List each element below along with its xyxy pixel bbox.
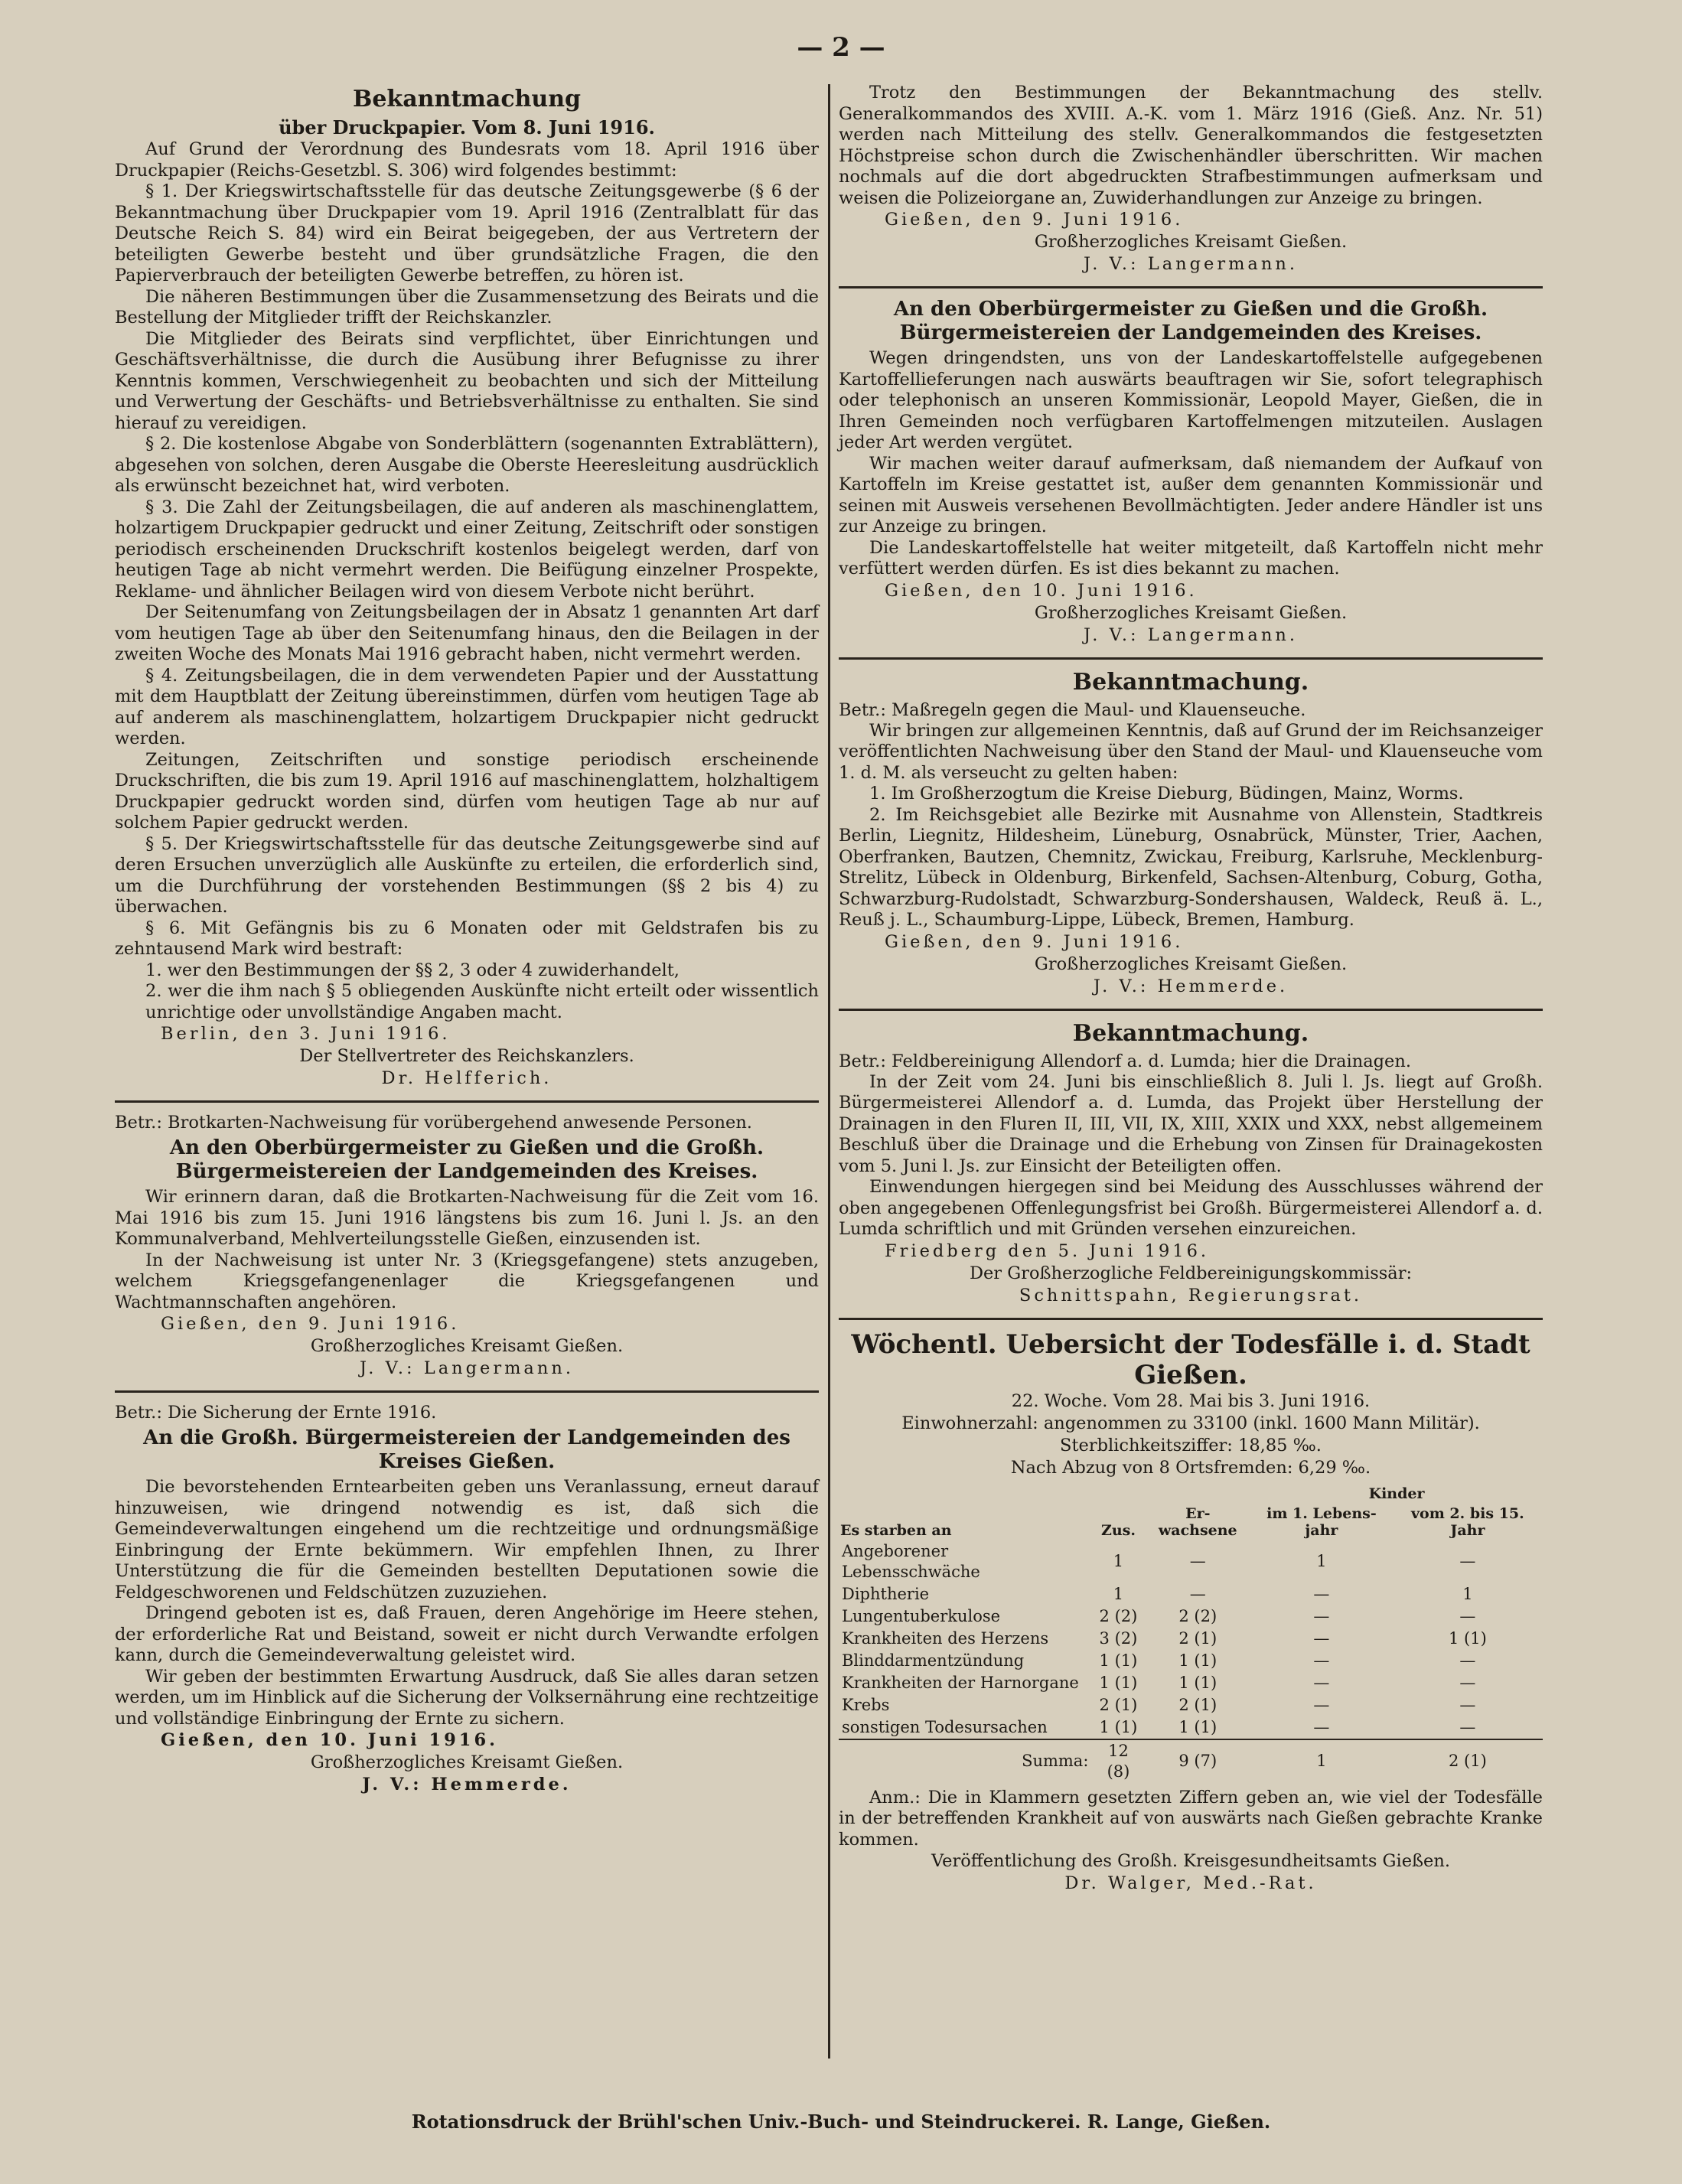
child2-cell: — bbox=[1459, 1673, 1476, 1692]
paragraph: § 4. Zeitungsbeilagen, die in dem verwendeten Papier und der Ausstattung mit dem Hauptblatt der Zeitung übereinstimmen, dürfen vom heutigen Tage ab auf anderem als maschinenglattem, holzartigem Druckpapier nicht gedruckt werden. bbox=[115, 665, 819, 748]
paragraph: Die Mitglieder des Beirats sind verpflichtet, über Einrichtungen und Geschäftsverhältnisse, die durch die Ausübung ihrer Befugnisse zu ihrer Kenntnis kommen, Verschwiegenheit zu beobachten und sich der Mitteilung und Verwertung der Geschäfts- und Betriebsverhältnisse zu enthalten. Sie sind hierauf zu vereidigen. bbox=[115, 328, 819, 433]
sum-adults: 9 (7) bbox=[1146, 1739, 1251, 1783]
mortality-table bbox=[839, 1484, 1543, 1783]
paragraph: Zeitungen, Zeitschriften und sonstige periodisch erscheinende Druckschriften, die bis zum 19. April 1916 auf maschinenglattem, holzhaltigem Druckpapier gedruckt worden sind, dürfen vom heutigen Tage ab nur auf solchem Papier gedruckt werden. bbox=[115, 749, 819, 833]
report-note: Anm.: Die in Klammern gesetzten Ziffern geben an, wie viel der Todesfälle in der betreffenden Krankheit auf von auswärts nach Gießen gebrachte Kranke kommen. bbox=[839, 1787, 1543, 1850]
report-rate-adjusted: Nach Abzug von 8 Ortsfremden: 6,29 ‰. bbox=[1010, 1457, 1371, 1478]
table-sum-row bbox=[839, 1739, 1543, 1783]
col-header-adults: Er-wachsene bbox=[1158, 1504, 1237, 1539]
report-population: Einwohnerzahl: angenommen zu 33100 (inkl. 1600 Mann Militär). bbox=[901, 1413, 1480, 1433]
child1-cell: — bbox=[1313, 1628, 1330, 1648]
paragraph: Der Seitenumfang von Zeitungsbeilagen der in Absatz 1 genannten Art darf vom heutigen Tage ab über den Seitenumfang hinaus, den die Beilagen in der zweiten Woche des Monats Mai 1916 gebracht haben, nicht vermehrt werden. bbox=[115, 602, 819, 664]
sum-child2: 2 (1) bbox=[1393, 1739, 1543, 1783]
cause-cell: Krankheiten des Herzens bbox=[842, 1628, 1049, 1648]
place-date: Gießen, den 9. Juni 1916. bbox=[161, 1314, 460, 1334]
paragraph: § 2. Die kostenlose Abgabe von Sonderblättern (sogenannten Extrablättern), abgesehen von solchen, deren Ausgabe die Oberste Heeresleitung ausdrücklich als erwünscht bezeichnet hat, wird verboten. bbox=[115, 434, 819, 496]
notice-title: An den Oberbürgermeister zu Gießen und die Großh. Bürgermeistereien der Landgemeinden des Kreises. bbox=[893, 298, 1488, 344]
paragraph: Wir bringen zur allgemeinen Kenntnis, daß auf Grund der im Reichsanzeiger veröffentlichten Nachweisung über den Stand der Maul- und Klauenseuche vom 1. d. M. als verseucht zu gelten haben: bbox=[839, 720, 1543, 783]
signature-name: Dr. Helfferich. bbox=[381, 1068, 553, 1088]
place-date: Gießen, den 10. Juni 1916. bbox=[885, 580, 1198, 601]
table-row bbox=[839, 1716, 1543, 1739]
col-header-cause: Es starben an bbox=[840, 1521, 952, 1539]
notice-druckpapier bbox=[115, 86, 819, 1090]
signature-office: Großherzogliches Kreisamt Gießen. bbox=[310, 1752, 624, 1772]
signature-office: Der Großherzogliche Feldbereinigungskommissär: bbox=[969, 1263, 1413, 1283]
list-item: 1. wer den Bestimmungen der §§ 2, 3 oder 4 zuwiderhandelt, bbox=[145, 960, 680, 980]
left-column bbox=[115, 83, 819, 1796]
cause-cell: Lungentuberkulose bbox=[842, 1606, 1001, 1625]
betr-line: Betr.: Feldbereinigung Allendorf a. d. Lumda; hier die Drainagen. bbox=[839, 1051, 1411, 1071]
report-week: 22. Woche. Vom 28. Mai bis 3. Juni 1916. bbox=[1011, 1390, 1371, 1411]
paragraph: Wegen dringendsten, uns von der Landeskartoffelstelle aufgegebenen Kartoffellieferungen nach auswärts beauftragen wir Sie, sofort telegraphisch oder telephonisch an unseren Kommissionär, Leopold Mayer, Gießen, die in Ihren Gemeinden noch verfügbaren Kartoffelmengen mitzuteilen. Auslagen jeder Art werden vergütet. bbox=[839, 348, 1543, 452]
child1-cell: 1 bbox=[1316, 1552, 1327, 1570]
paragraph: § 3. Die Zahl der Zeitungsbeilagen, die auf anderen als maschinenglattem, holzartigem Druckpapier gedruckt und einer Zeitung, Zeitschrift oder sonstigen periodisch erscheinenden Druckschrift kostenlos beigelegt werden, darf von heutigen Tage ab nicht vermehrt werden. Die Beifügung einzelner Prospekte, Reklame- und ähnlicher Beilagen wird von diesem Verbote nicht berührt. bbox=[115, 497, 819, 601]
place-date: Gießen, den 9. Juni 1916. bbox=[885, 931, 1184, 952]
table-row bbox=[839, 1605, 1543, 1628]
adults-cell: 1 (1) bbox=[1178, 1673, 1217, 1692]
column-divider bbox=[828, 84, 830, 2059]
child1-cell: — bbox=[1313, 1584, 1330, 1603]
notice-title: Bekanntmachung bbox=[352, 86, 581, 112]
total-cell: 2 (1) bbox=[1099, 1695, 1138, 1714]
paragraph: Auf Grund der Verordnung des Bundesrats vom 18. April 1916 über Druckpapier (Reichs-Gesetzbl. S. 306) wird folgendes bestimmt: bbox=[115, 139, 819, 181]
rule bbox=[115, 1390, 819, 1393]
place-date: Berlin, den 3. Juni 1916. bbox=[161, 1024, 451, 1044]
paragraph: Einwendungen hiergegen sind bei Meidung des Ausschlusses während der oben angegebenen Offenlegungsfrist bei Großh. Bürgermeisterei Allendorf a. d. Lumda schriftlich und mit Gründen versehen einzureichen. bbox=[839, 1177, 1543, 1239]
rule bbox=[115, 1100, 819, 1103]
signature-name: J. V.: Hemmerde. bbox=[362, 1775, 572, 1794]
total-cell: 1 bbox=[1113, 1552, 1124, 1570]
notice-maulseuche bbox=[839, 669, 1543, 998]
table-row bbox=[839, 1650, 1543, 1672]
sum-child1: 1 bbox=[1250, 1739, 1393, 1783]
col-header-children: Kinder bbox=[1368, 1485, 1425, 1502]
place-date: Gießen, den 9. Juni 1916. bbox=[885, 210, 1184, 230]
notice-hoechstpreise bbox=[839, 83, 1543, 275]
cause-cell: Diphtherie bbox=[842, 1584, 930, 1603]
signature-office: Großherzogliches Kreisamt Gießen. bbox=[310, 1336, 624, 1356]
paragraph: Die Landeskartoffelstelle hat weiter mitgeteilt, daß Kartoffeln nicht mehr verfüttert werden dürfen. Es ist dies bekannt zu machen. bbox=[839, 537, 1543, 579]
adults-cell: 2 (1) bbox=[1178, 1695, 1217, 1714]
paragraph: § 1. Der Kriegswirtschaftsstelle für das deutsche Zeitungsgewerbe (§ 6 der Bekanntmachung über Druckpapier vom 19. April 1916 (Zentralblatt für das Deutsche Reich S. 84) wird ein Beirat beigegeben, der aus Vertretern der beteiligten Gewerbe besteht und über grundsätzliche Fragen, die den Papierverbrauch der beteiligten Gewerbe betreffen, zu hören ist. bbox=[115, 181, 819, 285]
notice-subtitle: über Druckpapier. Vom 8. Juni 1916. bbox=[279, 116, 655, 139]
child1-cell: — bbox=[1313, 1695, 1330, 1714]
signature-office: Großherzogliches Kreisamt Gießen. bbox=[1034, 602, 1348, 623]
sum-label: Summa: bbox=[839, 1739, 1091, 1783]
report-title: Wöchentl. Uebersicht der Todesfälle i. d. Stadt Gießen. bbox=[851, 1328, 1530, 1390]
notice-title: An die Großh. Bürgermeistereien der Landgemeinden des Kreises Gießen. bbox=[143, 1426, 790, 1473]
report-rate: Sterblichkeitsziffer: 18,85 ‰. bbox=[1060, 1435, 1322, 1455]
cause-cell: Angeborener Lebensschwäche bbox=[842, 1541, 980, 1581]
table-row bbox=[839, 1694, 1543, 1716]
cause-cell: Krebs bbox=[842, 1695, 890, 1714]
betr-line: Betr.: Die Sicherung der Ernte 1916. bbox=[115, 1403, 437, 1423]
notice-kartoffeln bbox=[839, 298, 1543, 647]
rule bbox=[839, 1009, 1543, 1011]
total-cell: 1 bbox=[1113, 1584, 1124, 1603]
child1-cell: — bbox=[1313, 1606, 1330, 1625]
paragraph: Die bevorstehenden Erntearbeiten geben uns Veranlassung, erneut darauf hinzuweisen, wie dringend notwendig es ist, daß sich die Gemeindeverwaltungen eingehend um die rechtzeitige und ordnungsmäßige Einbringung der Ernte bekümmern. Wir empfehlen Ihnen, zu Ihrer Unterstützung die für die Gemeinden bestellten Deputationen sowie die Feldgeschworenen und Feldschützen zuzuziehen. bbox=[115, 1477, 819, 1602]
notice-brotkarten bbox=[115, 1112, 819, 1380]
child2-cell: — bbox=[1459, 1695, 1476, 1714]
adults-cell: 1 (1) bbox=[1178, 1651, 1217, 1670]
signature-name: J. V.: Langermann. bbox=[360, 1358, 574, 1378]
cause-cell: Blinddarmentzündung bbox=[842, 1651, 1025, 1670]
child1-cell: — bbox=[1313, 1651, 1330, 1670]
rule bbox=[839, 286, 1543, 288]
child1-cell: — bbox=[1313, 1673, 1330, 1692]
rule bbox=[839, 657, 1543, 660]
table-row bbox=[839, 1583, 1543, 1605]
child2-cell: — bbox=[1459, 1651, 1476, 1670]
total-cell: 1 (1) bbox=[1099, 1673, 1138, 1692]
paragraph: Wir geben der bestimmten Erwartung Ausdruck, daß Sie alles daran setzen werden, um im Hinblick auf die Sicherung der Volksernährung eine rechtzeitige und vollständige Einbringung der Ernte zu sichern. bbox=[115, 1666, 819, 1729]
cause-cell: sonstigen Todesursachen bbox=[842, 1717, 1048, 1736]
table-row bbox=[839, 1672, 1543, 1694]
col-header-total: Zus. bbox=[1100, 1521, 1136, 1539]
child2-cell: 1 (1) bbox=[1448, 1628, 1487, 1648]
paragraph: Die näheren Bestimmungen über die Zusammensetzung des Beirats und die Bestellung der Mitglieder trifft der Reichskanzler. bbox=[115, 286, 819, 328]
child2-cell: — bbox=[1459, 1717, 1476, 1736]
notice-ernte bbox=[115, 1402, 819, 1796]
page-number: — 2 — bbox=[797, 32, 885, 63]
signature-office: Großherzogliches Kreisamt Gießen. bbox=[1034, 953, 1348, 974]
adults-cell: 2 (2) bbox=[1178, 1606, 1217, 1625]
paragraph: Wir machen weiter darauf aufmerksam, daß niemandem der Aufkauf von Kartoffeln im Kreise gestattet ist, außer dem genannten Kommissionär und seinen mit Ausweis versehenen Bevollmächtigten. Jeder andere Händler ist uns zur Anzeige zu bringen. bbox=[839, 453, 1543, 536]
betr-line: Betr.: Maßregeln gegen die Maul- und Klauenseuche. bbox=[839, 699, 1306, 720]
paragraph: Wir erinnern daran, daß die Brotkarten-Nachweisung für die Zeit vom 16. Mai 1916 bis zum 15. Juni 1916 längstens bis zum 16. Juni l. Js. an den Kommunalverband, Mehlverteilungsstelle Gießen, einzusenden ist. bbox=[115, 1187, 819, 1249]
place-date: Gießen, den 10. Juni 1916. bbox=[161, 1730, 498, 1750]
place-date: Friedberg den 5. Juni 1916. bbox=[885, 1240, 1210, 1261]
col-header-child2: vom 2. bis 15. Jahr bbox=[1411, 1504, 1524, 1539]
table-row bbox=[839, 1540, 1543, 1583]
signature-office: Der Stellvertreter des Reichskanzlers. bbox=[299, 1046, 634, 1066]
notice-title: An den Oberbürgermeister zu Gießen und die Großh. Bürgermeistereien der Landgemeinden des Kreises. bbox=[169, 1136, 764, 1183]
list-item: 2. wer die ihm nach § 5 obliegenden Auskünfte nicht erteilt oder wissentlich unrichtige oder unvollständige Angaben macht. bbox=[145, 981, 819, 1022]
adults-cell: 1 (1) bbox=[1178, 1717, 1217, 1736]
notice-feldbereinigung bbox=[839, 1020, 1543, 1307]
right-column bbox=[839, 83, 1543, 1895]
paragraph: In der Nachweisung ist unter Nr. 3 (Kriegsgefangene) stets anzugeben, welchem Kriegsgefangenenlager die Kriegsgefangenen und Wachtmannschaften angehören. bbox=[115, 1250, 819, 1312]
adults-cell: 2 (1) bbox=[1178, 1628, 1217, 1648]
total-cell: 1 (1) bbox=[1099, 1651, 1138, 1670]
signature-office: Veröffentlichung des Großh. Kreisgesundheitsamts Gießen. bbox=[931, 1851, 1450, 1871]
total-cell: 2 (2) bbox=[1099, 1606, 1138, 1625]
sum-total: 12 (8) bbox=[1091, 1739, 1145, 1783]
child2-cell: — bbox=[1459, 1606, 1476, 1625]
child1-cell: — bbox=[1313, 1717, 1330, 1736]
child2-cell: — bbox=[1459, 1552, 1476, 1570]
printer-imprint: Rotationsdruck der Brühl'schen Univ.-Buch- und Steindruckerei. R. Lange, Gießen. bbox=[411, 2111, 1271, 2133]
notice-title: Bekanntmachung. bbox=[1072, 668, 1309, 696]
signature-name: J. V.: Langermann. bbox=[1084, 254, 1298, 274]
notice-title: Bekanntmachung. bbox=[1072, 1019, 1309, 1047]
child2-cell: 1 bbox=[1462, 1584, 1473, 1603]
signature-office: Großherzogliches Kreisamt Gießen. bbox=[1034, 232, 1348, 252]
paragraph: § 6. Mit Gefängnis bis zu 6 Monaten oder mit Geldstrafen bis zu zehntausend Mark wird bestraft: bbox=[115, 918, 819, 959]
paragraph: 1. Im Großherzogtum die Kreise Dieburg, Büdingen, Mainz, Worms. bbox=[869, 784, 1464, 804]
betr-line: Betr.: Brotkarten-Nachweisung für vorübergehend anwesende Personen. bbox=[115, 1113, 752, 1133]
table-row bbox=[839, 1628, 1543, 1650]
adults-cell: — bbox=[1189, 1584, 1206, 1603]
cause-cell: Krankheiten der Harnorgane bbox=[842, 1673, 1079, 1692]
paragraph: Dringend geboten ist es, daß Frauen, deren Angehörige im Heere stehen, der erforderliche Rat und Beistand, soweit er nicht durch Verwandte erfolgen kann, durch die Gemeindeverwaltung geleistet wird. bbox=[115, 1603, 819, 1665]
rule bbox=[839, 1318, 1543, 1320]
signature-name: J. V.: Langermann. bbox=[1084, 624, 1298, 645]
total-cell: 1 (1) bbox=[1099, 1717, 1138, 1736]
adults-cell: — bbox=[1189, 1552, 1206, 1570]
mortality-report bbox=[839, 1329, 1543, 1896]
paragraph: Trotz den Bestimmungen der Bekanntmachung des stellv. Generalkommandos des XVIII. A.-K. vom 1. März 1916 (Gieß. Anz. Nr. 51) werden nach Mitteilung des stellv. Generalkommandos die festgesetzten Höchstpreise schon durch die Zwischenhändler überschritten. Wir machen nochmals auf die dort abgedruckten Strafbestimmungen aufmerksam und weisen die Polizeiorgane an, Zuwiderhandlungen zur Anzeige zu bringen. bbox=[839, 83, 1543, 208]
signature-name: Schnittspahn, Regierungsrat. bbox=[1019, 1285, 1363, 1306]
signature-name: J. V.: Hemmerde. bbox=[1093, 976, 1289, 996]
paragraph: 2. Im Reichsgebiet alle Bezirke mit Ausnahme von Allenstein, Stadtkreis Berlin, Liegnitz, Hildesheim, Lüneburg, Osnabrück, Münster, Trier, Aachen, Oberfranken, Bautzen, Chemnitz, Zwickau, Freiburg, Karlsruhe, Mecklenburg-Strelitz, Lübeck in Oldenburg, Birkenfeld, Sachsen-Altenburg, Coburg, Gotha, Schwarzburg-Rudolstadt, Schwarzburg-Sondershausen, Waldeck, Reuß ä. L., Reuß j. L., Schaumburg-Lippe, Lübeck, Bremen, Hamburg. bbox=[839, 804, 1543, 930]
table-header-row bbox=[839, 1484, 1543, 1504]
col-header-child1: im 1. Lebens-jahr bbox=[1266, 1504, 1377, 1539]
paragraph: In der Zeit vom 24. Juni bis einschließlich 8. Juli l. Js. liegt auf Großh. Bürgermeisterei Allendorf a. d. Lumda, das Projekt über Herstellung der Drainagen in den Fluren II, III, VII, IX, XIII, XXIX und XXX, nebst allgemeinem Beschluß über die Drainage und die Erhebung von Zinsen für Drainagekosten vom 5. Juni l. Js. zur Einsicht der Beteiligten offen. bbox=[839, 1071, 1543, 1176]
paragraph: § 5. Der Kriegswirtschaftsstelle für das deutsche Zeitungsgewerbe sind auf deren Ersuchen unverzüglich alle Auskünfte zu erteilen, die erforderlich sind, um die Durchführung der vorstehenden Bestimmungen (§§ 2 bis 4) zu überwachen. bbox=[115, 833, 819, 917]
signature-name: Dr. Walger, Med.-Rat. bbox=[1064, 1873, 1317, 1893]
total-cell: 3 (2) bbox=[1099, 1628, 1138, 1648]
